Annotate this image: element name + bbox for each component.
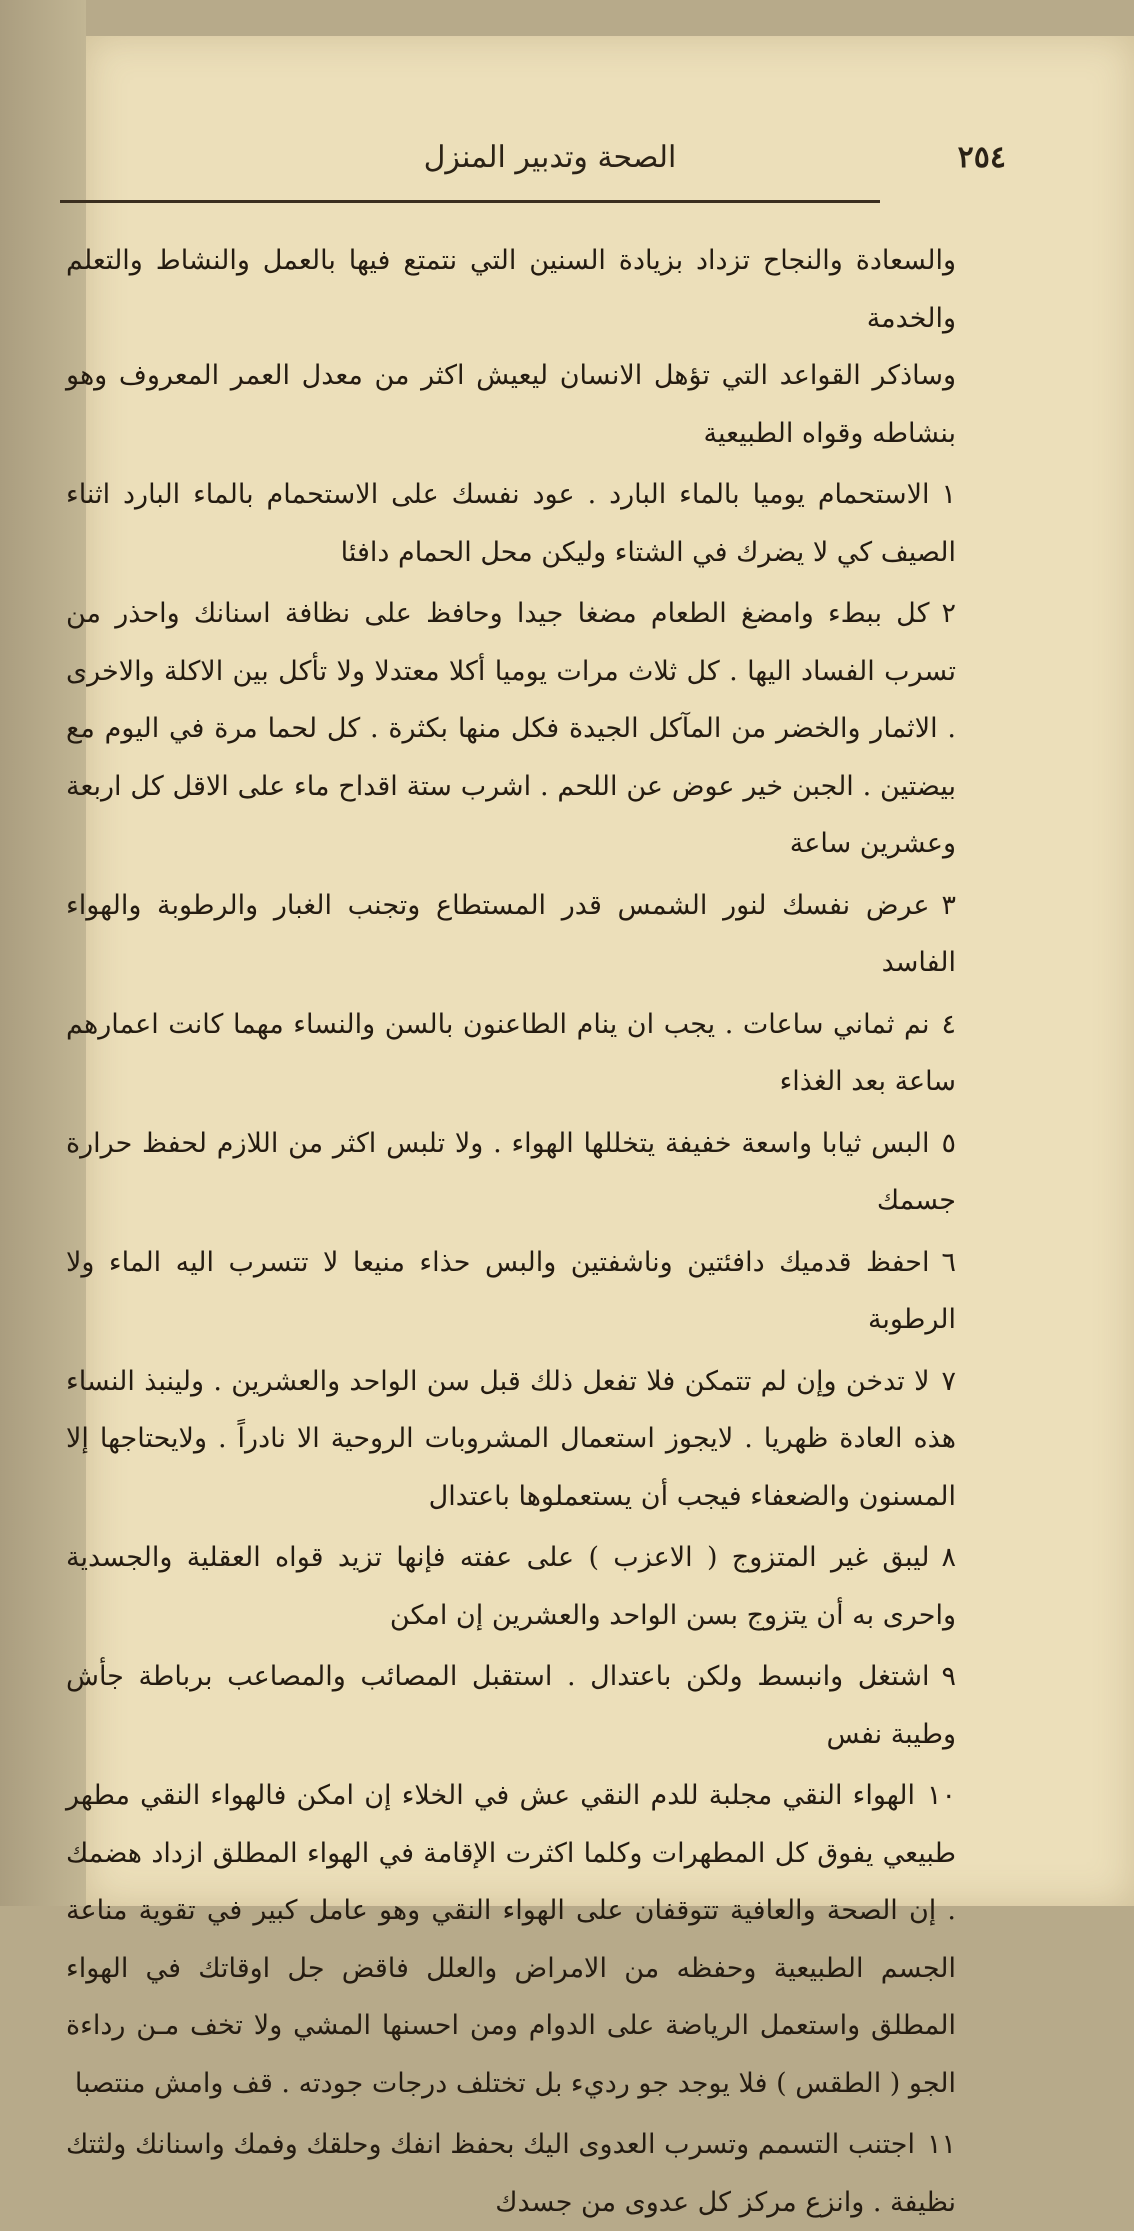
rule-number: ١١ xyxy=(926,2129,956,2160)
page-body xyxy=(66,232,956,2231)
rule-text: اجتنب التسمم وتسرب العدوى اليك بحفظ انفك وحلقك وفمك واسنانك ولثتك نظيفة . وانزع مركز كل عدوى من جسدك xyxy=(66,2129,956,2218)
rule-text: عرض نفسك لنور الشمس قدر المستطاع وتجنب الغبار والرطوبة والهواء الفاسد xyxy=(66,889,956,978)
rule-number: ٢ xyxy=(941,598,956,629)
rule-item-4 xyxy=(66,996,956,1111)
intro-paragraph-1: والسعادة والنجاح تزداد بزيادة السنين التي نتمتع فيها بالعمل والنشاط والتعلم والخدمة xyxy=(66,245,956,334)
rule-number: ١٠ xyxy=(926,1780,956,1811)
rule-item-8 xyxy=(66,1529,956,1644)
header-rule xyxy=(60,200,880,203)
rule-text: نم ثماني ساعات . يجب ان ينام الطاعنون بالسن والنساء مهما كانت اعمارهم ساعة بعد الغذاء xyxy=(66,1008,956,1097)
rule-item-5 xyxy=(66,1115,956,1230)
rule-item-3 xyxy=(66,877,956,992)
rule-number: ٦ xyxy=(941,1246,956,1278)
rule-text: ليبق غير المتزوج ( الاعزب ) على عفته فإنها تزيد قواه العقلية والجسدية واحرى به أن يتزوج بسن الواحد والعشرين إن امكن xyxy=(66,1542,956,1631)
rule-text: الاستحمام يوميا بالماء البارد . عود نفسك على الاستحمام بالماء البارد اثناء الصيف كي لا يضرك في الشتاء وليكن محل الحمام دافئا xyxy=(66,479,956,568)
rule-item-2 xyxy=(66,585,956,873)
rule-item-9 xyxy=(66,1648,956,1763)
rule-number: ٨ xyxy=(941,1542,956,1573)
rule-text: الهواء النقي مجلبة للدم النقي عش في الخلاء إن امكن فالهواء النقي مطهر طبيعي يفوق كل المطهرات وكلما اكثرت الإقامة في الهواء المطلق ازداد هضمك . إن الصحة والعافية تتوقفان على الهواء النقي وهو عامل كبير في تقوية مناعة الجسم الطبيعية وحفظه من الامراض والعلل فاقض جل اوقاتك في الهواء المطلق واستعمل الرياضة على الدوام ومن احسنها المشي ولا تخف مـن رداءة الجو ( الطقس ) فلا يوجد جو رديء بل تختلف درجات جودته . قف وامش منتصبا xyxy=(66,1780,956,2099)
rule-number: ٩ xyxy=(941,1661,956,1692)
rule-text: كل ببطء وامضغ الطعام مضغا جيدا وحافظ على نظافة اسنانك واحذر من تسرب الفساد اليها . كل ثلاث مرات يوميا أكلا معتدلا ولا تأكل بين الاكلة والاخرى . الاثمار والخضر من المآكل الجيدة فكل منها بكثرة . كل لحما مرة في اليوم مع بيضتين . الجبن خير عوض عن اللحم . اشرب ستة اقداح ماء على الاقل كل اربعة وعشرين ساعة xyxy=(66,598,956,859)
rule-item-6 xyxy=(66,1234,956,1349)
rule-item-11 xyxy=(66,2116,956,2231)
rule-number: ٤ xyxy=(941,1008,956,1040)
rule-number: ١ xyxy=(941,479,956,510)
rule-number: ٧ xyxy=(941,1365,956,1397)
rule-text: لا تدخن وإن لم تتمكن فلا تفعل ذلك قبل سن الواحد والعشرين . ولينبذ النساء هذه العادة ظهريا . لايجوز استعمال المشروبات الروحية الا نادراً . ولايحتاجها إلا المسنون والضعفاء فيجب أن يستعملوها باعتدال xyxy=(66,1365,956,1512)
rule-item-7 xyxy=(66,1353,956,1526)
page-number: ٢٥٤ xyxy=(957,140,1006,175)
page-header xyxy=(0,98,1134,178)
running-title: الصحة وتدبير المنزل xyxy=(423,140,677,175)
intro-paragraph-2: وساذكر القواعد التي تؤهل الانسان ليعيش اكثر من معدل العمر المعروف وهو بنشاطه وقواه الطبيعية xyxy=(66,360,956,449)
rule-item-1 xyxy=(66,466,956,581)
rule-text: اشتغل وانبسط ولكن باعتدال . استقبل المصائب والمصاعب برباطة جأش وطيبة نفس xyxy=(66,1661,956,1750)
rule-text: البس ثيابا واسعة خفيفة يتخللها الهواء . ولا تلبس اكثر من اللازم لحفظ حرارة جسمك xyxy=(66,1127,956,1216)
rule-item-10 xyxy=(66,1767,956,2112)
rule-number: ٣ xyxy=(941,889,956,921)
rule-number: ٥ xyxy=(941,1127,956,1159)
rule-text: احفظ قدميك دافئتين وناشفتين والبس حذاء منيعا لا تتسرب اليه الماء ولا الرطوبة xyxy=(66,1246,956,1335)
